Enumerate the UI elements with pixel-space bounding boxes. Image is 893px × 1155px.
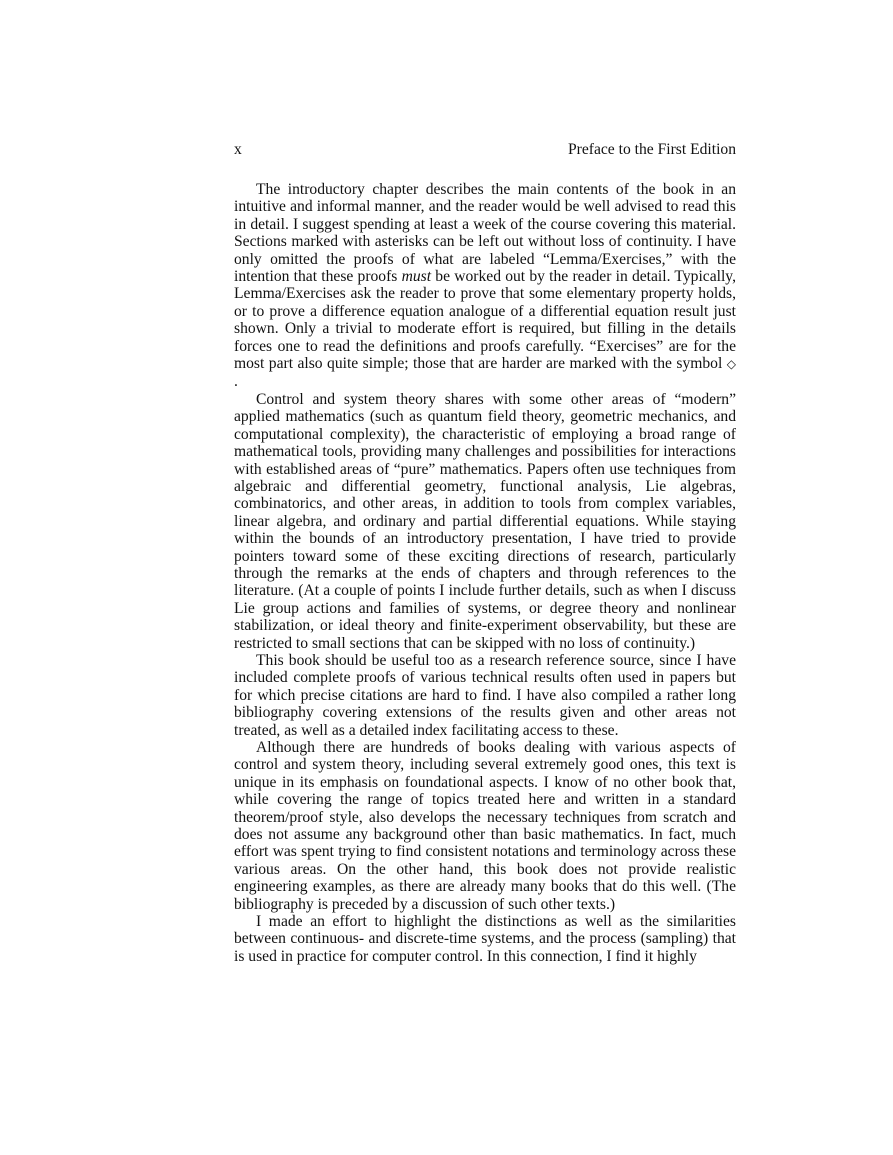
page-number: x (234, 141, 242, 158)
paragraph-continuous-discrete: I made an effort to highlight the distinctions as well as the similarities between continuous- and discrete-time systems, and the process (sampling) that is used in practice for computer control. In this connection, I find it highly (234, 913, 736, 965)
emphasis-text: must (401, 268, 432, 286)
page-header (234, 140, 736, 160)
paragraph-control-theory: Control and system theory shares with some other areas of “modern” applied mathematics (such as quantum field theory, geometric mechanics, and computational complexity), the characteristic of employing a broad range of mathematical tools, providing many challenges and possibilities for interactions with established areas of “pure” mathematics. Papers often use techniques from algebraic and differential geometry, functional analysis, Lie algebras, combinatorics, and other areas, in addition to tools from complex variables, linear algebra, and ordinary and partial differential equations. While staying within the bounds of an introductory presentation, I have tried to provide pointers toward some of these exciting directions of research, particularly through the remarks at the ends of chapters and through references to the literature. (At a couple of points I include further details, such as when I discuss Lie group actions and families of systems, or degree theory and nonlinear stabilization, or ideal theory and finite-experiment observability, but these are restricted to small sections that can be skipped with no loss of continuity.) (234, 390, 736, 652)
paragraph-text: . (234, 373, 238, 391)
paragraph-text: be worked out by the reader in detail. Typically, Lemma/Exercises ask the reader to prove that some elementary property holds, or to prove a difference equation analogue of a differential equation result just shown. Only a trivial to moderate effort is required, but filling in the details forces one to read the definitions and proofs carefully. “Exercises” are for the most part also quite simple; those that are harder are marked with the symbol (234, 268, 736, 373)
running-title: Preface to the First Edition (567, 141, 736, 158)
paragraph-foundational-aspects: Although there are hundreds of books dealing with various aspects of control and system theory, including several extremely good ones, this text is unique in its emphasis on foundational aspects. I know of no other book that, while covering the range of topics treated here and written in a standard theorem/proof style, also develops the necessary techniques from scratch and does not assume any background other than basic mathematics. In fact, much effort was spent trying to find consistent notations and terminology across these various areas. On the other hand, this book does not provide realistic engineering examples, as there are already many books that do this well. (The bibliography is preceded by a discussion of such other texts.) (234, 739, 736, 913)
paragraph-research-reference: This book should be useful too as a research reference source, since I have included complete proofs of various technical results often used in papers but for which precise citations are hard to find. I have also compiled a rather long bibliography covering extensions of the results given and other areas not treated, as well as a detailed index facilitating access to these. (234, 651, 736, 739)
paragraph-introductory-chapter (234, 181, 736, 391)
diamond-symbol-icon: ◇ (726, 357, 736, 372)
body-text (234, 181, 736, 965)
paragraph-text: The introductory chapter describes the main contents of the book in an intuitive and informal manner, and the reader would be well advised to read this in detail. I suggest spending at least a week of the course covering this material. Sections marked with asterisks can be left out without loss of continuity. I have only omitted the proofs of what are labeled “Lemma/Exercises,” with the intention that these proofs (234, 181, 736, 286)
